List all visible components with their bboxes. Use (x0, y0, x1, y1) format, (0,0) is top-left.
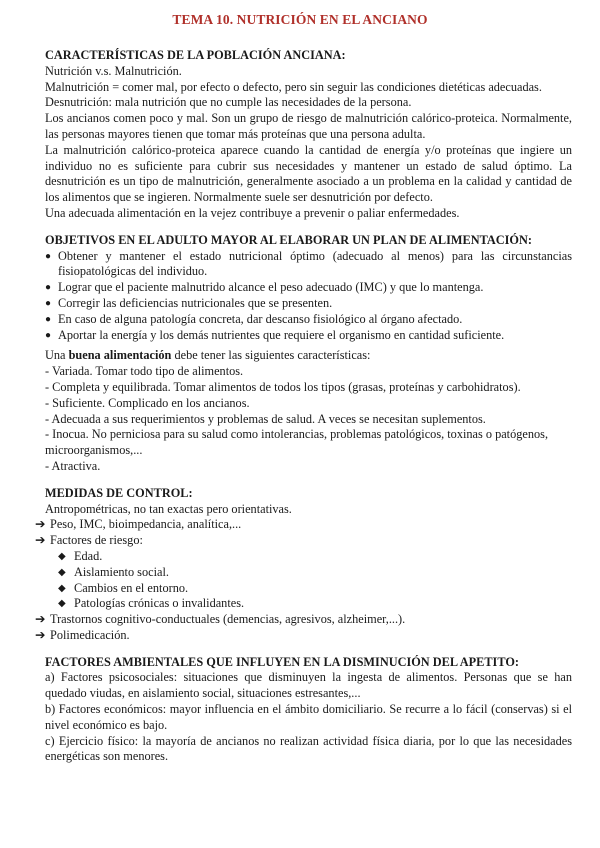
sub-list-item: ◆ Patologías crónicas o invalidantes. (58, 596, 245, 611)
sub-list-item: ◆ Aislamiento social. (58, 564, 169, 579)
list-item: ● Aportar la energía y los demás nutrientes que requiere el organismo en cantidad suficiente. (45, 327, 505, 342)
diamond-icon: ◆ (58, 566, 66, 578)
section-factores-ambientales (45, 655, 572, 766)
document-title: TEMA 10. NUTRICIÓN EN EL ANCIANO (172, 12, 428, 27)
list-item: - Adecuada a sus requerimientos y problemas de salud. A veces se necesitan suplementos. (45, 411, 486, 426)
list-item: ● Lograr que el paciente malnutrido alcance el peso adecuado (IMC) y que lo mantenga. (45, 280, 484, 295)
section-heading: FACTORES AMBIENTALES QUE INFLUYEN EN LA DISMINUCIÓN DEL APETITO: (45, 654, 519, 669)
list-item: ● Corregir las deficiencias nutricionales que se presenten. (45, 295, 333, 310)
document-body (35, 48, 572, 765)
list-item: ● En caso de alguna patología concreta, dar descanso fisiológico al órgano afectado. (45, 311, 463, 326)
section-heading: CARACTERÍSTICAS DE LA POBLACIÓN ANCIANA: (45, 48, 346, 62)
list-item: - Variada. Tomar todo tipo de alimentos. (45, 364, 244, 379)
list-item: ➔ Factores de riesgo: (35, 533, 143, 548)
section-heading: OBJETIVOS EN EL ADULTO MAYOR AL ELABORAR UN PLAN DE ALIMENTACIÓN: (45, 232, 532, 247)
sub-list-item: ◆ Cambios en el entorno. (58, 580, 189, 595)
paragraph: Los ancianos comen poco y mal. Son un grupo de riesgo de malnutrición calórico-proteica. Normalmente, las personas mayores tienen que tomar más proteínas que una persona adulta. (45, 111, 572, 141)
list-item: - Atractiva. (45, 458, 101, 473)
section-objetivos (45, 233, 572, 475)
bullet-icon: ● (45, 282, 52, 294)
bullet-icon: ● (45, 329, 52, 341)
paragraph: Una adecuada alimentación en la vejez contribuye a prevenir o paliar enfermedades. (45, 205, 460, 220)
paragraph: Antropométricas, no tan exactas pero orientativas. (45, 501, 292, 516)
sub-list-item: ◆ Edad. (58, 548, 103, 563)
list-item: c) Ejercicio físico: la mayoría de ancianos no realizan actividad física diaria, por lo que las necesidades energéticas son menores. (45, 733, 572, 764)
diamond-icon: ◆ (58, 598, 66, 610)
paragraph: Nutrición v.s. Malnutrición. (45, 63, 182, 78)
paragraph: Desnutrición: mala nutrición que no cumple las necesidades de la persona. (45, 95, 412, 110)
list-item: - Inocua. No perniciosa para su salud como intolerancias, problemas patológicos, toxinas o patógenos, microorganismos,... (45, 427, 549, 458)
list-item: - Completa y equilibrada. Tomar alimentos de todos los tipos (grasas, proteínas y carbohidratos). (45, 379, 521, 394)
list-item: b) Factores económicos: mayor influencia en el ámbito domiciliario. Se recurre a lo fácil (conservas) si el nivel económico es bajo. (45, 702, 572, 732)
list-item: - Suficiente. Complicado en los ancianos. (45, 395, 250, 410)
paragraph: La malnutrición calórico-proteica aparece cuando la cantidad de energía y/o proteínas que ingiere un individuo no es suficiente para cubrir sus necesidades y mantener un estado de salud óptimo. La desnutrición es un tipo de malnutrición, generalmente asociado a un problema en la calidad y cantidad de los alimentos que se ingieren. Normalmente suele ser desnutrición por defecto. (45, 142, 572, 205)
section-caracteristicas (45, 48, 572, 222)
bullet-icon: ● (45, 250, 52, 262)
intro-paragraph: Una buena alimentación debe tener las siguientes características: (45, 348, 371, 363)
arrow-icon: ➔ (35, 627, 46, 642)
list-item: ➔ Peso, IMC, bioimpedancia, analítica,... (35, 517, 242, 532)
arrow-icon: ➔ (35, 612, 46, 627)
list-item: ➔ Trastornos cognitivo-conductuales (demencias, agresivos, alzheimer,...). (35, 612, 406, 627)
diamond-icon: ◆ (58, 582, 66, 594)
arrow-icon: ➔ (35, 533, 46, 548)
bullet-icon: ● (45, 313, 52, 325)
list-item: a) Factores psicosociales: situaciones que disminuyen la ingesta de alimentos. Personas que se han quedado viudas, en aislamiento social, situaciones estresantes,... (45, 670, 572, 701)
diamond-icon: ◆ (58, 550, 66, 562)
paragraph: Malnutrición = comer mal, por efecto o defecto, pero sin seguir las condiciones dietéticas adecuadas. (45, 79, 542, 94)
bullet-icon: ● (45, 297, 52, 309)
list-item: ➔ Polimedicación. (35, 627, 130, 642)
list-item: ● Obtener y mantener el estado nutricional óptimo (adecuado al menos) para las circunstancias fisiopatológicas del individuo. (45, 248, 572, 279)
arrow-icon: ➔ (35, 517, 46, 532)
section-heading: MEDIDAS DE CONTROL: (45, 485, 193, 500)
section-medidas (35, 485, 572, 644)
